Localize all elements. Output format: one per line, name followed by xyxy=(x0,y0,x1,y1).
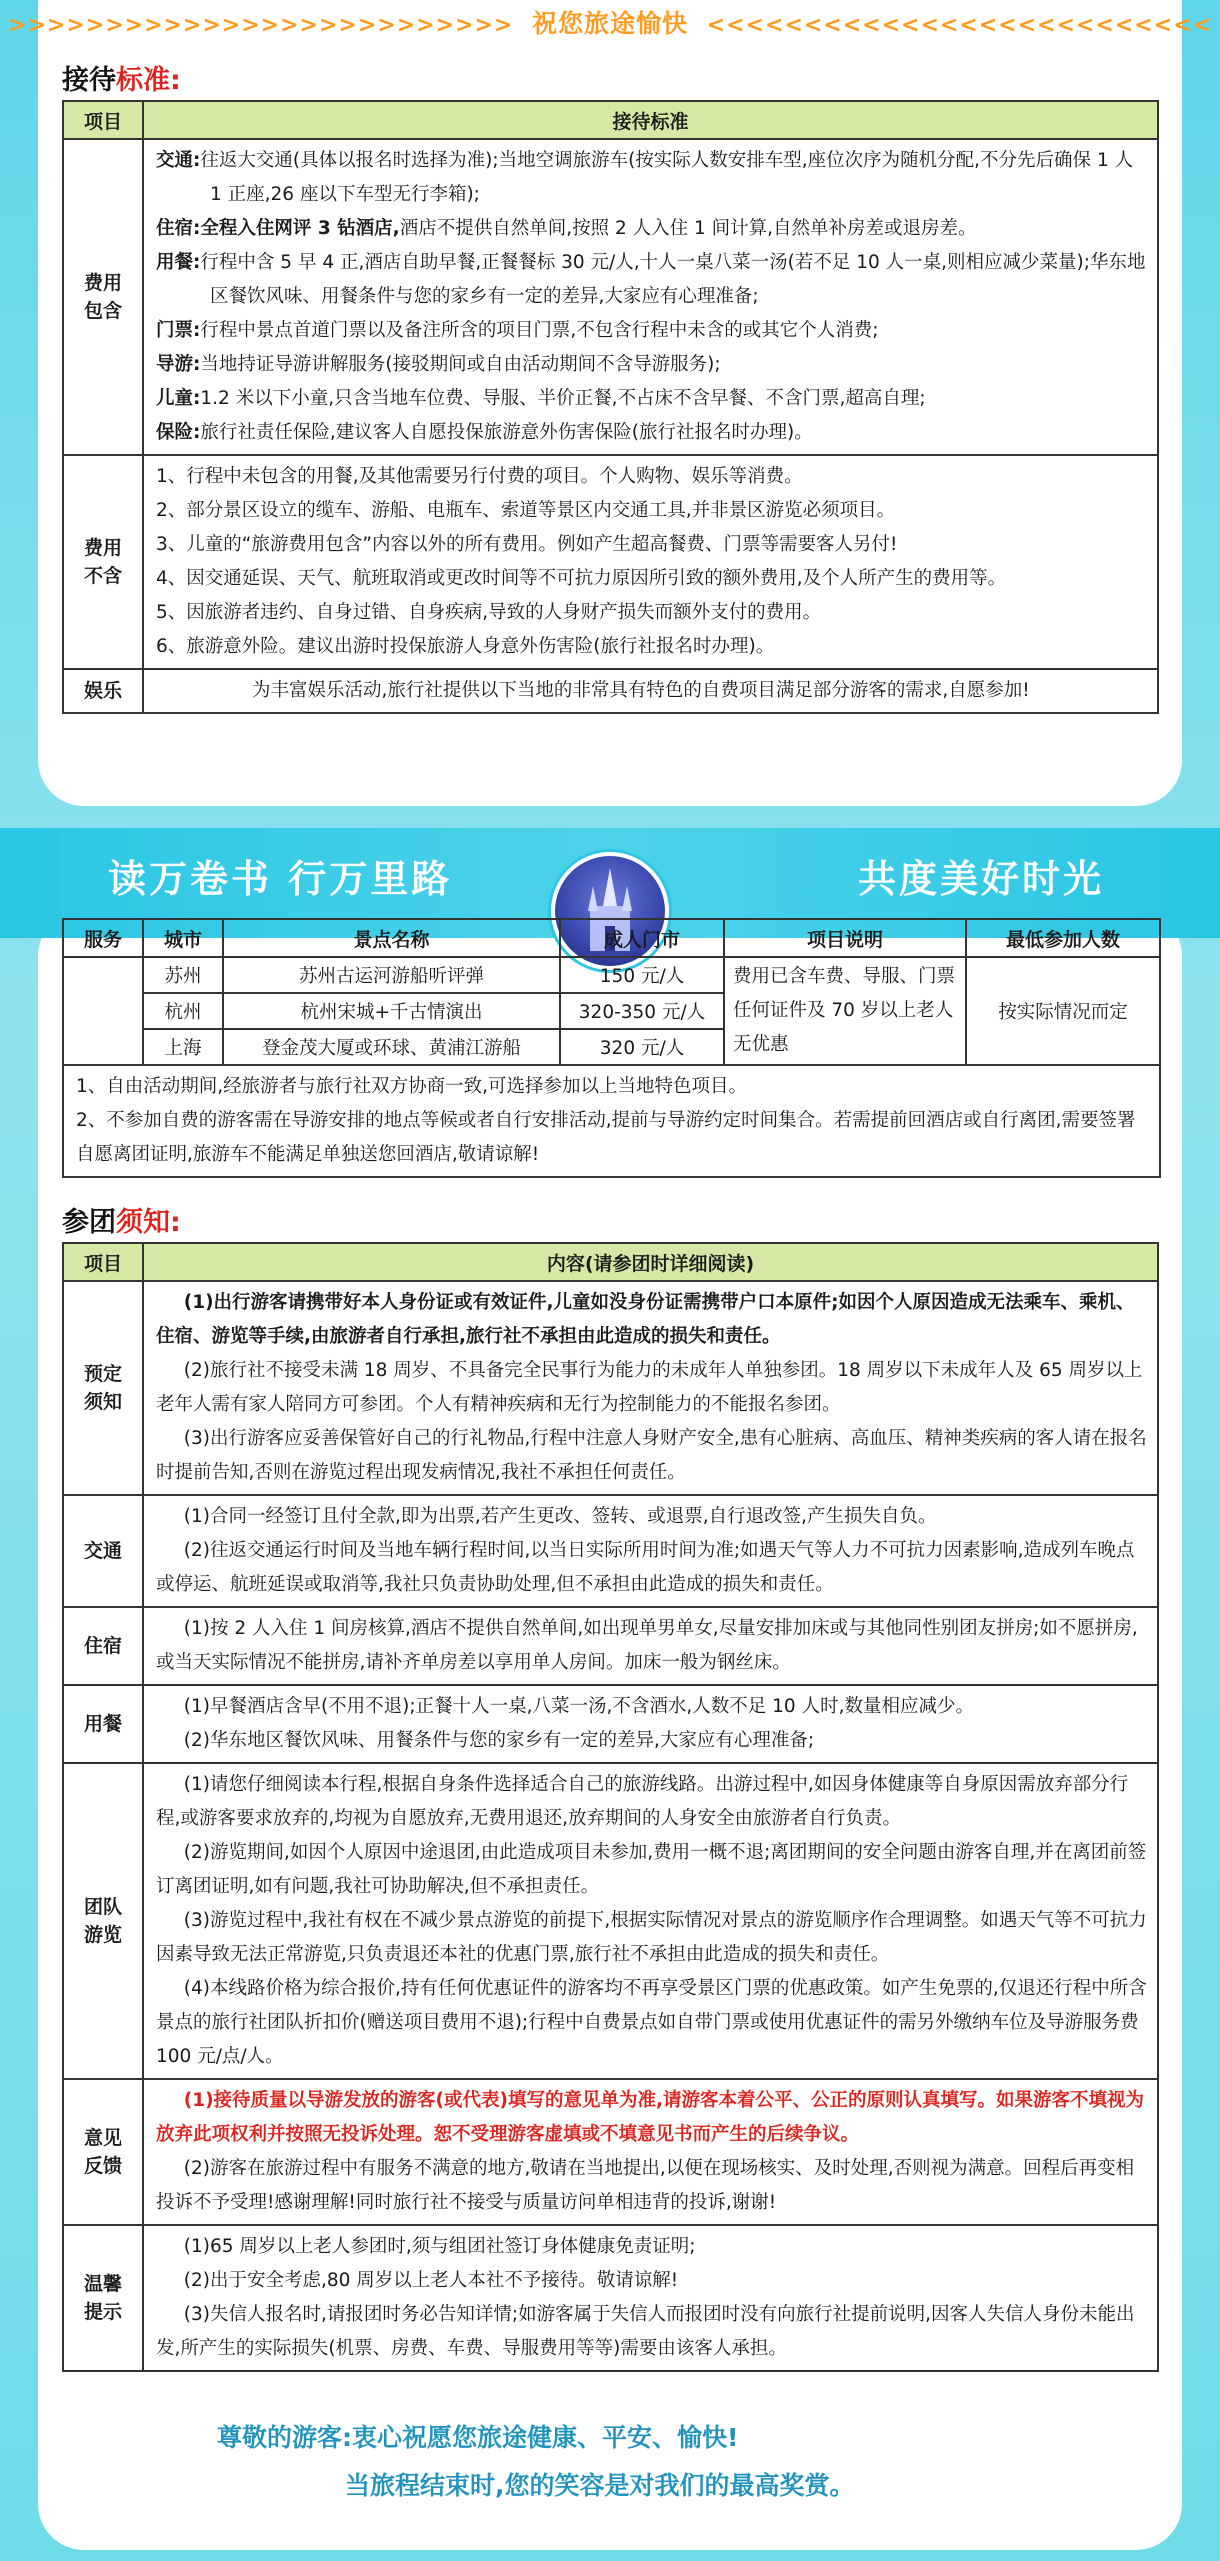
fee-key: 门票: xyxy=(156,320,201,341)
notice-item: (1)65 周岁以上老人参团时,须与组团社签订身体健康免责证明; xyxy=(183,2236,696,2257)
notice-section-label: 用餐 xyxy=(63,1685,143,1763)
fee-include-item xyxy=(156,382,1147,416)
fee-include-item xyxy=(156,212,1147,246)
svc-col-city: 城市 xyxy=(143,919,223,957)
notice-section-label: 温馨 提示 xyxy=(63,2225,143,2371)
fee-value: 行程中景点首道门票以及备注所含的项目门票,不包含行程中未含的或其它个人消费; xyxy=(200,320,879,341)
closing-line-1: 尊敬的游客:衷心祝愿您旅途健康、平安、愉快! xyxy=(217,2423,739,2452)
notice-item: (2)游览期间,如因个人原因中途退团,由此造成项目未参加,费用一概不退;离团期间的安全问题由游客自理,并在离团前签订离团证明,如有问题,我社可协助解决,但不承担责任。 xyxy=(156,1842,1147,1897)
fee-exclude-item: 6、旅游意外险。建议出游时投保旅游人身意外伤害险(旅行社报名时办理)。 xyxy=(156,636,775,657)
fee-exclude-label: 费用 不含 xyxy=(63,455,143,669)
reception-title: 接待标准: xyxy=(62,65,181,96)
notice-item: (1)按 2 人入住 1 间房核算,酒店不提供自然单间,如出现单男单女,尽量安排加床或与其他同性别团友拼房;如不愿拼房,或当天实际情况不能拼房,请补齐单房差以享用单人房间。加床一般为钢丝床。 xyxy=(156,1618,1138,1673)
notice-item: (1)早餐酒店含早(不用不退);正餐十人一桌,八菜一汤,不含酒水,人数不足 10 人时,数量相应减少。 xyxy=(183,1696,974,1717)
svc-city: 苏州 xyxy=(143,957,223,993)
svc-spot: 苏州古运河游船听评弹 xyxy=(223,957,560,993)
notice-item: (2)游客在旅游过程中有服务不满意的地方,敬请在当地提出,以便在现场核实、及时处理,否则视为满意。回程后再变相投诉不予受理!感谢理解!同时旅行社不接受与质量访问单相违背的投诉,谢谢! xyxy=(156,2158,1135,2213)
col-item: 项目 xyxy=(63,101,143,139)
fee-exclude-item: 3、儿童的“旅游费用包含”内容以外的所有费用。例如产生超高餐费、门票等需要客人另付! xyxy=(156,534,898,555)
fee-key: 用餐: xyxy=(156,252,201,273)
notice-table xyxy=(62,1242,1159,2372)
services-notes xyxy=(63,1065,1160,1177)
notice-section-content xyxy=(143,1607,1158,1685)
notice-item: (1)请您仔细阅读本行程,根据自身条件选择适合自己的旅游线路。出游过程中,如因身体健康等自身原因需放弃部分行程,或游客要求放弃的,均视为自愿放弃,无费用退还,放弃期间的人身安全由旅游者自行负责。 xyxy=(156,1774,1129,1829)
svc-note: 2、不参加自费的游客需在导游安排的地点等候或者自行安排活动,提前与导游约定时间集合。若需提前回酒店或自行离团,需要签署自愿离团证明,旅游车不能满足单独送您回酒店,敬请谅解! xyxy=(76,1110,1136,1165)
fee-value: 1.2 米以下小童,只含当地车位费、导服、半价正餐,不占床不含早餐、不含门票,超高自理; xyxy=(200,388,926,409)
notice-section-content xyxy=(143,2225,1158,2371)
notice-section-label: 住宿 xyxy=(63,1607,143,1685)
reception-table xyxy=(62,100,1159,714)
fee-exclude-item: 2、部分景区设立的缆车、游船、电瓶车、索道等景区内交通工具,并非景区游览必须项目。 xyxy=(156,500,896,521)
svc-spot: 杭州宋城+千古情演出 xyxy=(223,993,560,1029)
services-blank xyxy=(63,957,143,1065)
svc-col-spot: 景点名称 xyxy=(223,919,560,957)
fee-value: 旅行社责任保险,建议客人自愿投保旅游意外伤害保险(旅行社报名时办理)。 xyxy=(200,422,813,443)
fee-key: 交通: xyxy=(156,150,201,171)
svc-price: 320-350 元/人 xyxy=(560,993,724,1029)
svc-col-desc: 项目说明 xyxy=(724,919,966,957)
notice-section-label: 预定 须知 xyxy=(63,1281,143,1495)
notice-item: (2)出于安全考虑,80 周岁以上老人本社不予接待。敬请谅解! xyxy=(183,2270,679,2291)
fee-key: 保险: xyxy=(156,422,201,443)
deco-title: 祝您旅途愉快 xyxy=(531,9,688,38)
svc-desc: 费用已含车费、导服、门票任何证件及 70 岁以上老人无优惠 xyxy=(724,957,966,1065)
notice-section-content xyxy=(143,1685,1158,1763)
notice-item: (1)出行游客请携带好本人身份证或有效证件,儿童如没身份证需携带户口本原件;如因个人原因造成无法乘车、乘机、住宿、游览等手续,由旅游者自行承担,旅行社不承担由此造成的损失和责任。 xyxy=(156,1292,1135,1347)
services-table xyxy=(62,918,1161,1178)
slogan-left: 读万卷书 行万里路 xyxy=(108,857,453,901)
deco-right: <<<<<<<<<<<<<<<<<<<<<<<<<< xyxy=(706,13,1212,38)
svc-col-min: 最低参加人数 xyxy=(966,919,1160,957)
fee-key: 导游: xyxy=(156,354,201,375)
services-label: 服务 xyxy=(63,919,143,957)
svc-price: 320 元/人 xyxy=(560,1029,724,1065)
entertainment-label: 娱乐 xyxy=(63,669,143,713)
svc-note: 1、自由活动期间,经旅游者与旅行社双方协商一致,可选择参加以上当地特色项目。 xyxy=(76,1076,748,1097)
closing-line-2: 当旅程结束时,您的笑容是对我们的最高奖赏。 xyxy=(345,2471,855,2500)
fee-key: 儿童: xyxy=(156,388,201,409)
notice-item: (3)失信人报名时,请报团时务必告知详情;如游客属于失信人而报团时没有向旅行社提前说明,因客人失信人身份未能出发,所产生的实际损失(机票、房费、车费、导服费用等等)需要由该客人承担。 xyxy=(156,2304,1135,2359)
notice-item: (2)旅行社不接受未满 18 周岁、不具备完全民事行为能力的未成年人单独参团。18 周岁以下未成年人及 65 周岁以上老年人需有家人陪同方可参团。个人有精神疾病和无行为控制能力的不能报名参团。 xyxy=(156,1360,1143,1415)
notice-section-content xyxy=(143,2079,1158,2225)
notice-item: (1)接待质量以导游发放的游客(或代表)填写的意见单为准,请游客本着公平、公正的原则认真填写。如果游客不填视为放弃此项权利并按照无投诉处理。恕不受理游客虚填或不填意见书而产生的后续争议。 xyxy=(156,2090,1144,2145)
notice-section-label: 交通 xyxy=(63,1495,143,1607)
fee-include-item xyxy=(156,348,1147,382)
fee-include-item xyxy=(156,246,1147,314)
notice-item: (4)本线路价格为综合报价,持有任何优惠证件的游客均不再享受景区门票的优惠政策。如产生免票的,仅退还行程中所含景点的旅行社团队折扣价(赠送项目费用不退);行程中自费景点如自带门票或使用优惠证件的需另外缴纳车位及导游服务费 100 元/点/人。 xyxy=(156,1978,1147,2067)
slogan-right: 共度美好时光 xyxy=(858,857,1105,901)
fee-value: 行程中含 5 早 4 正,酒店自助早餐,正餐餐标 30 元/人,十人一桌八菜一汤(若不足 10 人一桌,则相应减少菜量);华东地区餐饮风味、用餐条件与您的家乡有一定的差异,大家应有心理准备; xyxy=(200,252,1146,307)
svc-city: 上海 xyxy=(143,1029,223,1065)
col-standard: 接待标准 xyxy=(143,101,1158,139)
svc-min: 按实际情况而定 xyxy=(966,957,1160,1065)
fee-exclude-item: 5、因旅游者违约、自身过错、自身疾病,导致的人身财产损失而额外支付的费用。 xyxy=(156,602,822,623)
fee-value: 酒店不提供自然单间,按照 2 人入住 1 间计算,自然单补房差或退房差。 xyxy=(399,218,977,239)
notice-item: (2)往返交通运行时间及当地车辆行程时间,以当日实际所用时间为准;如遇天气等人力不可抗力因素影响,造成列车晚点或停运、航班延误或取消等,我社只负责协助处理,但不承担由此造成的损失和责任。 xyxy=(156,1540,1135,1595)
fee-include-item xyxy=(156,144,1147,212)
notice-item: (1)合同一经签订且付全款,即为出票,若产生更改、签转、或退票,自行退改签,产生损失自负。 xyxy=(183,1506,937,1527)
entertainment-text: 为丰富娱乐活动,旅行社提供以下当地的非常具有特色的自费项目满足部分游客的需求,自愿参加! xyxy=(143,669,1158,713)
notice-section-label: 意见 反馈 xyxy=(63,2079,143,2225)
svc-price: 150 元/人 xyxy=(560,957,724,993)
notice-section-content xyxy=(143,1281,1158,1495)
fee-value: 当地持证导游讲解服务(接驳期间或自由活动期间不含导游服务); xyxy=(200,354,721,375)
fee-value: 往返大交通(具体以报名时选择为准);当地空调旅游车(按实际人数安排车型,座位次序为随机分配,不分先后确保 1 人 1 正座,26 座以下车型无行李箱); xyxy=(200,150,1134,205)
fee-include-item xyxy=(156,314,1147,348)
notice-section-content xyxy=(143,1495,1158,1607)
svc-city: 杭州 xyxy=(143,993,223,1029)
svc-col-price: 成人门市 xyxy=(560,919,724,957)
notice-section-label: 团队 游览 xyxy=(63,1763,143,2079)
fee-exclude-item: 4、因交通延误、天气、航班取消或更改时间等不可抗力原因所引致的额外费用,及个人所产生的费用等。 xyxy=(156,568,1007,589)
notice-item: (3)游览过程中,我社有权在不减少景点游览的前提下,根据实际情况对景点的游览顺序作合理调整。如遇天气等不可抗力因素导致无法正常游览,只负责退还本社的优惠门票,旅行社不承担由此造成的损失和责任。 xyxy=(156,1910,1147,1965)
deco-left: >>>>>>>>>>>>>>>>>>>>>>>>>> xyxy=(8,13,514,38)
fee-include-cell xyxy=(143,139,1158,455)
top-decoration-banner xyxy=(0,4,1220,40)
fee-highlight: 全程入住网评 3 钻酒店, xyxy=(200,218,400,239)
fee-include-item xyxy=(156,416,1147,450)
notice-col-content: 内容(请参团时详细阅读) xyxy=(143,1243,1158,1281)
fee-include-label: 费用 包含 xyxy=(63,139,143,455)
notice-item: (2)华东地区餐饮风味、用餐条件与您的家乡有一定的差异,大家应有心理准备; xyxy=(183,1730,815,1751)
notice-item: (3)出行游客应妥善保管好自己的行礼物品,行程中注意人身财产安全,患有心脏病、高血压、精神类疾病的客人请在报名时提前告知,否则在游览过程出现发病情况,我社不承担任何责任。 xyxy=(156,1428,1147,1483)
notice-title: 参团须知: xyxy=(62,1207,181,1238)
svc-spot: 登金茂大厦或环球、黄浦江游船 xyxy=(223,1029,560,1065)
fee-exclude-item: 1、行程中未包含的用餐,及其他需要另行付费的项目。个人购物、娱乐等消费。 xyxy=(156,466,803,487)
notice-section-content xyxy=(143,1763,1158,2079)
notice-col-item: 项目 xyxy=(63,1243,143,1281)
fee-exclude-cell xyxy=(143,455,1158,669)
fee-key: 住宿: xyxy=(156,218,201,239)
